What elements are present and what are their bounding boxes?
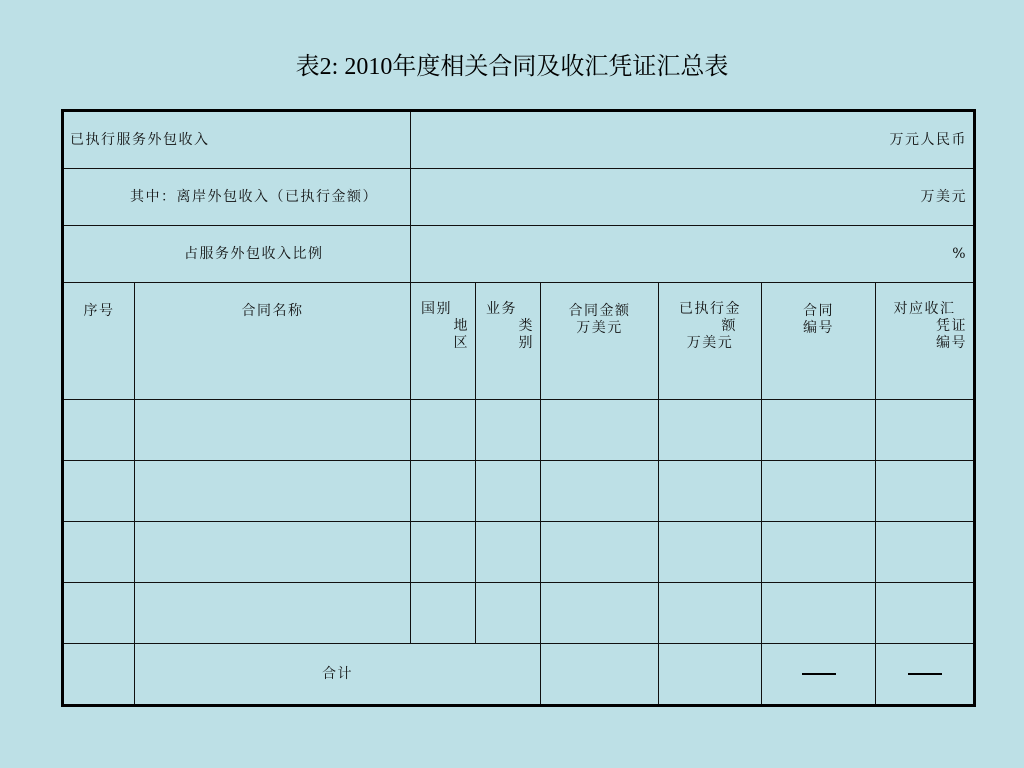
revenue-unit: 万元人民币 <box>411 111 975 169</box>
table-row <box>63 522 975 583</box>
cell-business-type[interactable] <box>476 522 541 583</box>
total-label: 合计 <box>135 644 541 706</box>
ratio-unit: % <box>411 226 975 283</box>
header-contract-amount: 合同金额 万美元 <box>541 283 659 400</box>
cell-contract-amount[interactable] <box>541 583 659 644</box>
revenue-label: 已执行服务外包收入 <box>63 111 411 169</box>
cell-contract-amount[interactable] <box>541 400 659 461</box>
cell-business-type[interactable] <box>476 583 541 644</box>
cell-region[interactable] <box>411 461 476 522</box>
cell-executed-amount[interactable] <box>659 400 762 461</box>
cell-contract-amount[interactable] <box>541 461 659 522</box>
cell-seq[interactable] <box>63 522 135 583</box>
cell-business-type[interactable] <box>476 461 541 522</box>
total-executed-amount[interactable] <box>659 644 762 706</box>
total-seq-cell <box>63 644 135 706</box>
cell-region[interactable] <box>411 400 476 461</box>
cell-seq[interactable] <box>63 400 135 461</box>
cell-region[interactable] <box>411 522 476 583</box>
header-row <box>63 283 975 400</box>
cell-contract-number[interactable] <box>762 583 876 644</box>
header-contract-number: 合同 编号 <box>762 283 876 400</box>
header-contract-name: 合同名称 <box>135 283 411 400</box>
cell-contract-name[interactable] <box>135 400 411 461</box>
header-business-type: 业务 类 别 <box>476 283 541 400</box>
summary-row-revenue <box>63 111 975 169</box>
cell-contract-number[interactable] <box>762 400 876 461</box>
cell-contract-number[interactable] <box>762 461 876 522</box>
cell-seq[interactable] <box>63 583 135 644</box>
cell-voucher-number[interactable] <box>876 461 975 522</box>
cell-contract-name[interactable] <box>135 522 411 583</box>
offshore-unit: 万美元 <box>411 169 975 226</box>
summary-table <box>61 109 976 707</box>
cell-executed-amount[interactable] <box>659 522 762 583</box>
header-region: 国别 地 区 <box>411 283 476 400</box>
cell-executed-amount[interactable] <box>659 583 762 644</box>
cell-voucher-number[interactable] <box>876 583 975 644</box>
offshore-label: 其中：离岸外包收入（已执行金额） <box>63 169 411 226</box>
cell-contract-number[interactable] <box>762 522 876 583</box>
page-title: 表2: 2010年度相关合同及收汇凭证汇总表 <box>295 54 729 80</box>
total-row <box>63 644 975 706</box>
summary-table-container <box>61 109 973 687</box>
cell-contract-name[interactable] <box>135 461 411 522</box>
cell-contract-amount[interactable] <box>541 522 659 583</box>
total-contract-amount[interactable] <box>541 644 659 706</box>
cell-business-type[interactable] <box>476 400 541 461</box>
dash-mark <box>802 673 836 675</box>
header-seq: 序号 <box>63 283 135 400</box>
table-row <box>63 461 975 522</box>
total-voucher-number-dash <box>876 644 975 706</box>
ratio-label: 占服务外包收入比例 <box>63 226 411 283</box>
table-row <box>63 400 975 461</box>
table-row <box>63 583 975 644</box>
dash-mark <box>908 673 942 675</box>
header-executed-amount: 已执行金 额 万美元 <box>659 283 762 400</box>
cell-voucher-number[interactable] <box>876 522 975 583</box>
summary-row-ratio <box>63 226 975 283</box>
header-voucher-number: 对应收汇 凭证 编号 <box>876 283 975 400</box>
cell-region[interactable] <box>411 583 476 644</box>
cell-voucher-number[interactable] <box>876 400 975 461</box>
total-contract-number-dash <box>762 644 876 706</box>
summary-row-offshore <box>63 169 975 226</box>
cell-contract-name[interactable] <box>135 583 411 644</box>
cell-seq[interactable] <box>63 461 135 522</box>
cell-executed-amount[interactable] <box>659 461 762 522</box>
